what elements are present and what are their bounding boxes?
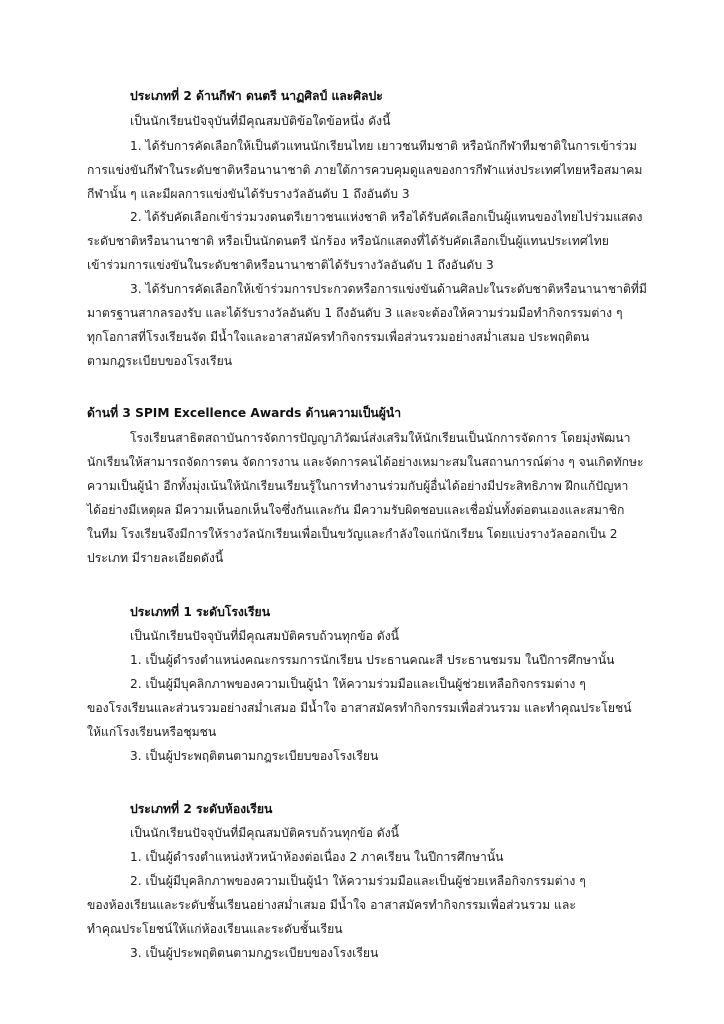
type2-item3: 3. เป็นผู้ประพฤติตนตามกฎระเบียบของโรงเรียน [130,946,379,960]
type1-item2-line3: ให้แก่โรงเรียนหรือชุมชน [87,725,217,739]
type1-intro: เป็นนักเรียนปัจจุบันที่มีคุณสมบัติครบถ้วนทุกข้อ ดังนี้ [130,629,399,643]
type1-item3: 3. เป็นผู้ประพฤติตนตามกฎระเบียบของโรงเรียน [130,749,379,763]
section2-item1-line3: กีฬานั้น ๆ และมีผลการแข่งขันได้รับรางวัลอันดับ 1 ถึงอันดับ 3 [87,187,410,201]
aspect3-line1: โรงเรียนสาธิตสถาบันการจัดการปัญญาภิวัฒน์ส่งเสริมให้นักเรียนเป็นนักการจัดการ โดยมุ่งพัฒนา [130,431,631,445]
type2-heading: ประเภทที่ 2 ระดับห้องเรียน [130,802,273,816]
aspect3-heading: ด้านที่ 3 SPIM Excellence Awards ด้านความเป็นผู้นำ [87,406,402,420]
aspect3-line6: ประเภท มีรายละเอียดดังนี้ [87,551,224,565]
type1-item2-line2: ของโรงเรียนและส่วนรวมอย่างสม่ำเสมอ มีน้ำใจ อาสาสมัครทำกิจกรรมเพื่อส่วนรวม และทำคุณประโยชน์ [87,701,632,715]
aspect3-line5: ในทีม โรงเรียนจึงมีการให้รางวัลนักเรียนเพื่อเป็นขวัญและกำลังใจแก่นักเรียน โดยแบ่งรางวัลออกเป็น 2 [87,527,618,541]
type2-item2-line2: ของห้องเรียนและระดับชั้นเรียนอย่างสม่ำเสมอ มีน้ำใจ อาสาสมัครทำกิจกรรมเพื่อส่วนรวม และ [87,898,576,912]
type2-item2-line3: ทำคุณประโยชน์ให้แก่ห้องเรียนและระดับชั้นเรียน [87,922,343,936]
section2-intro: เป็นนักเรียนปัจจุบันที่มีคุณสมบัติข้อใดข้อหนึ่ง ดังนี้ [130,114,391,128]
type1-item2-line1: 2. เป็นผู้มีบุคลิกภาพของความเป็นผู้นำ ให้ความร่วมมือและเป็นผู้ช่วยเหลือกิจกรรมต่าง ๆ [130,677,586,691]
section2-item1-line1: 1. ได้รับการคัดเลือกให้เป็นตัวแทนนักเรียนไทย เยาวชนทีมชาติ หรือนักกีฬาทีมชาติในการเข้าร่วม [130,139,637,153]
aspect3-line2: นักเรียนให้สามารถจัดการตน จัดการงาน และจัดการคนได้อย่างเหมาะสมในสถานการณ์ต่าง ๆ จนเกิดทักษะ [87,455,644,469]
type1-item1: 1. เป็นผู้ดำรงตำแหน่งคณะกรรมการนักเรียน ประธานคณะสี ประธานชมรม ในปีการศึกษานั้น [130,653,615,667]
aspect3-line4: ได้อย่างมีเหตุผล มีความเห็นอกเห็นใจซึ่งกันและกัน มีความรับผิดชอบและเชื่อมั่นทั้งต่อตนเองและสมาชิก [87,503,625,517]
section2-item3-line3: ทุกโอกาสที่โรงเรียนจัด มีน้ำใจและอาสาสมัครทำกิจกรรมเพื่อส่วนรวมอย่างสม่ำเสมอ ประพฤติตน [87,330,590,344]
section2-item1-line2: การแข่งขันกีฬาในระดับชาติหรือนานาชาติ ภายใต้การควบคุมดูแลของการกีฬาแห่งประเทศไทยหรือสมาคม [87,163,643,177]
section2-item3-line4: ตามกฎระเบียบของโรงเรียน [87,354,233,368]
section2-item3-line2: มาตรฐานสากลรองรับ และได้รับรางวัลอันดับ 1 ถึงอันดับ 3 และจะต้องให้ความร่วมมือทำกิจกรรมต่าง ๆ [87,306,623,320]
section2-item3-line1: 3. ได้รับการคัดเลือกให้เข้าร่วมการประกวดหรือการแข่งขันด้านศิลปะในระดับชาติหรือนานาชาติที่มี [130,282,647,296]
type2-intro: เป็นนักเรียนปัจจุบันที่มีคุณสมบัติครบถ้วนทุกข้อ ดังนี้ [130,826,399,840]
section2-heading: ประเภทที่ 2 ด้านกีฬา ดนตรี นาฏศิลป์ และศิลปะ [130,89,383,103]
type1-heading: ประเภทที่ 1 ระดับโรงเรียน [130,605,271,619]
aspect3-line3: ความเป็นผู้นำ อีกทั้งมุ่งเน้นให้นักเรียนเรียนรู้ในการทำงานร่วมกับผู้อื่นได้อย่างมีประสิทธิภาพ ฝึกแก้ปัญหา [87,479,629,493]
type2-item1: 1. เป็นผู้ดำรงตำแหน่งหัวหน้าห้องต่อเนื่อง 2 ภาคเรียน ในปีการศึกษานั้น [130,850,504,864]
section2-item2-line1: 2. ได้รับคัดเลือกเข้าร่วมวงดนตรีเยาวชนแห่งชาติ หรือได้รับคัดเลือกเป็นผู้แทนของไทยไปร่วมแสดง [130,210,643,224]
section2-item2-line3: เข้าร่วมการแข่งขันในระดับชาติหรือนานาชาติได้รับรางวัลอันดับ 1 ถึงอันดับ 3 [87,258,494,272]
type2-item2-line1: 2. เป็นผู้มีบุคลิกภาพของความเป็นผู้นำ ให้ความร่วมมือและเป็นผู้ช่วยเหลือกิจกรรมต่าง ๆ [130,874,586,888]
section2-item2-line2: ระดับชาติหรือนานาชาติ หรือเป็นนักดนตรี นักร้อง หรือนักแสดงที่ได้รับคัดเลือกเป็นผู้แทนประเทศไทย [87,234,609,248]
